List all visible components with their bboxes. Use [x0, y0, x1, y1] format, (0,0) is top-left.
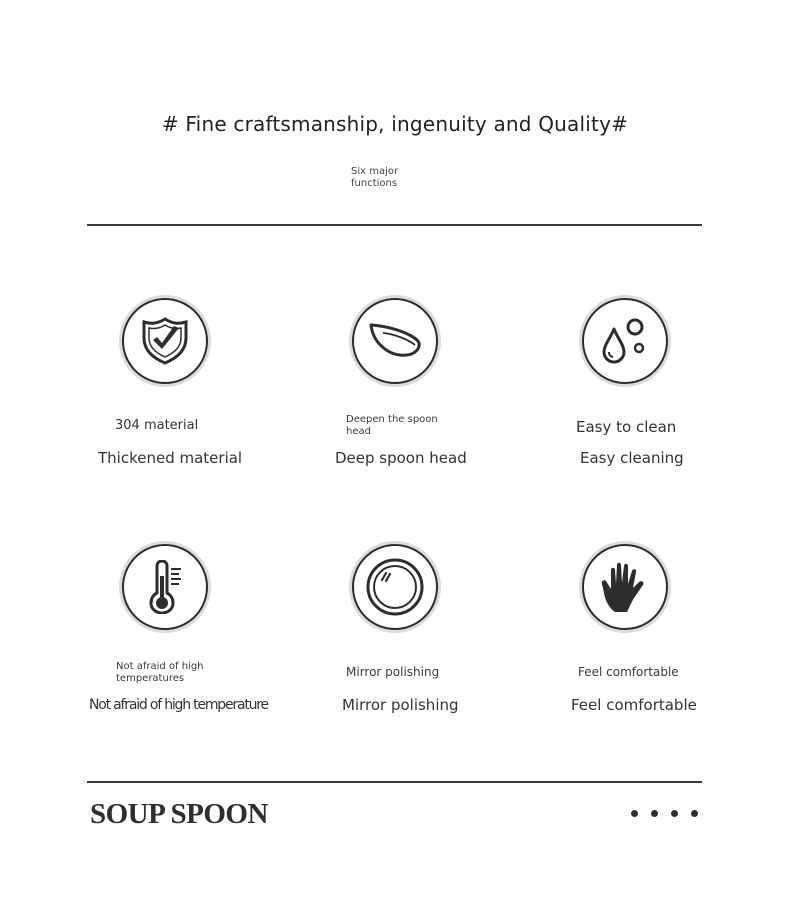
feature-icon-badge: [579, 541, 671, 633]
brand-title: SOUP SPOON: [90, 798, 268, 830]
water-drops-icon: [600, 315, 650, 367]
feature-small-label: 304 material: [115, 418, 199, 433]
shield-check-icon: [139, 316, 191, 366]
feature-small-label: Deepen the spoon head: [346, 414, 438, 437]
feature-main-label: Not afraid of high temperature: [89, 697, 268, 713]
feature-main-label: Deep spoon head: [335, 449, 467, 467]
top-divider: [87, 224, 702, 226]
feature-small-label: Feel comfortable: [578, 665, 679, 679]
dot-indicator: [631, 810, 638, 817]
feature-icon-badge: [119, 295, 211, 387]
dot-indicator: [651, 810, 658, 817]
feature-small-label: Mirror polishing: [346, 665, 440, 679]
feature-icon-badge: [119, 541, 211, 633]
pagination-dots: [631, 810, 698, 817]
dot-indicator: [671, 810, 678, 817]
feature-small-label: Not afraid of high temperatures: [116, 661, 204, 684]
feature-main-label: Mirror polishing: [342, 696, 459, 714]
hand-icon: [601, 560, 649, 614]
section-subheadline: Six major functions: [351, 166, 399, 189]
feature-main-label: Thickened material: [98, 449, 243, 467]
page-headline: # Fine craftsmanship, ingenuity and Quality#: [161, 112, 629, 136]
feature-icon-badge: [349, 541, 441, 633]
dot-indicator: [691, 810, 698, 817]
feature-icon-badge: [579, 295, 671, 387]
feature-main-label: Easy cleaning: [580, 449, 684, 467]
feature-main-label: Feel comfortable: [571, 696, 697, 714]
mirror-disc-icon: [365, 557, 425, 617]
bottom-divider: [87, 781, 702, 783]
spoon-bowl-icon: [367, 319, 423, 363]
feature-small-label: Easy to clean: [576, 418, 677, 436]
thermometer-icon: [145, 560, 185, 614]
feature-icon-badge: [349, 295, 441, 387]
